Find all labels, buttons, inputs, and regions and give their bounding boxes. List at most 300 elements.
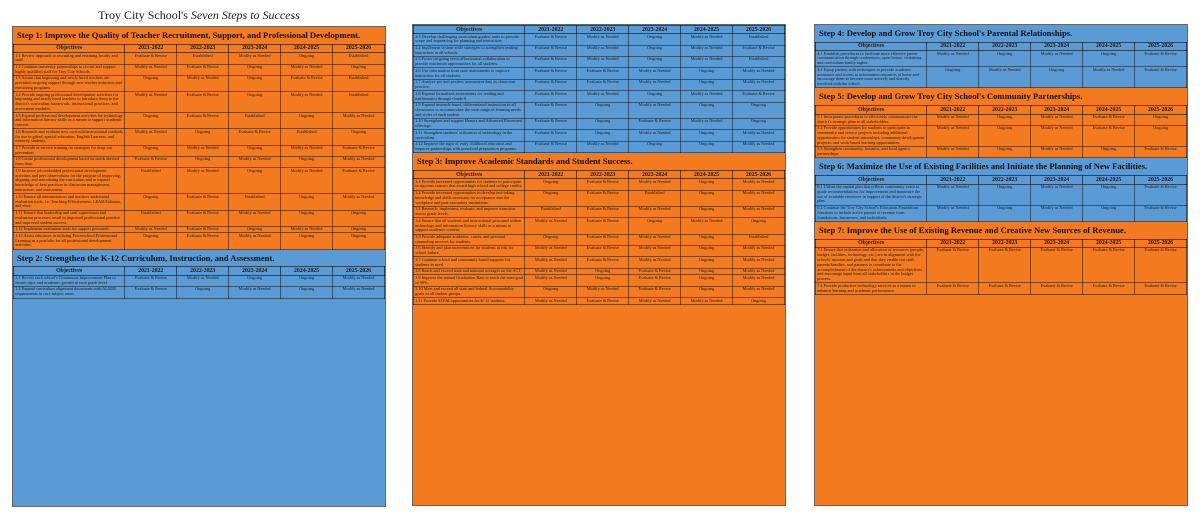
year-header-2025-2026: 2025-2026 (733, 171, 785, 179)
status-cell: Evaluate & Revise (577, 245, 629, 256)
status-cell: Ongoing (681, 245, 733, 256)
status-cell: Modify as Needed (333, 287, 385, 298)
status-cell: Ongoing (281, 157, 333, 168)
table-row (14, 145, 385, 156)
table-row (816, 184, 1187, 205)
table-row (414, 206, 785, 217)
table-row (14, 168, 385, 194)
status-cell: Evaluate & Revise (577, 79, 629, 90)
status-cell: Modify as Needed (125, 226, 177, 233)
status-cell: Ongoing (229, 168, 281, 194)
step-3-heading: Step 3: Improve Academic Standards and Student Success. (417, 156, 633, 167)
year-header-2022-2023: 2022-2023 (177, 44, 229, 52)
objective-cell: 3.3 Research, implement, evaluate, and improve transition across grade levels. (414, 206, 525, 217)
status-cell: Modify as Needed (281, 64, 333, 75)
status-cell: Evaluate & Revise (525, 141, 577, 152)
status-cell: Evaluate & Revise (577, 206, 629, 217)
objective-cell: 2.3 Develop challenging curriculum guides/ units to provide scope and sequencing for planning and instruction. (414, 34, 525, 45)
objective-cell: 2.5 Foster on-going vertical/horizontal collaboration to provide maximum opportunities for all students. (414, 57, 525, 68)
year-header-2022-2023: 2022-2023 (177, 267, 229, 275)
status-cell: Modify as Needed (927, 205, 979, 221)
status-cell: Ongoing (733, 298, 785, 305)
status-cell: Modify as Needed (333, 113, 385, 129)
status-cell: Ongoing (979, 114, 1031, 125)
status-cell: Modify as Needed (733, 286, 785, 297)
objective-cell: 3.4 Ensure that all students and instructional personnel utilize technology and information literacy skills as a means to support academic content. (414, 218, 525, 234)
status-cell: Ongoing (577, 275, 629, 286)
status-cell: Ongoing (681, 141, 733, 152)
status-cell: Ongoing (577, 268, 629, 275)
status-cell: Modify as Needed (1031, 184, 1083, 205)
status-cell: Evaluate & Revise (577, 179, 629, 190)
status-cell: Evaluate & Revise (1031, 283, 1083, 294)
objective-cell: 3.5 Provide adequate academic, career, and personal counseling services for students. (414, 234, 525, 245)
objective-cell: 2.12 Improve the rigor of early childhood education and improve partnerships with preschool preparation programs. (414, 141, 525, 152)
table-row (14, 226, 385, 233)
year-header-2024-2025: 2024-2025 (681, 26, 733, 34)
header-row (816, 239, 1187, 247)
status-cell: Evaluate & Revise (525, 68, 577, 79)
status-cell: Ongoing (733, 218, 785, 234)
year-header-2024-2025: 2024-2025 (1083, 239, 1135, 247)
status-cell: Modify as Needed (525, 257, 577, 268)
table-row (14, 210, 385, 226)
objective-cell: 2.7 Analyze pre and posttest assessment data as classroom practice. (414, 79, 525, 90)
status-cell: Evaluate & Revise (577, 298, 629, 305)
status-cell: Established (333, 53, 385, 64)
status-cell: Modify as Needed (177, 145, 229, 156)
status-cell: Ongoing (1135, 114, 1187, 125)
status-cell: Evaluate & Revise (525, 34, 577, 45)
status-cell: Evaluate & Revise (1083, 283, 1135, 294)
step-2-section (13, 250, 385, 299)
year-header-2024-2025: 2024-2025 (281, 267, 333, 275)
status-cell: Ongoing (229, 275, 281, 286)
table-row (14, 75, 385, 91)
status-cell: Ongoing (927, 67, 979, 88)
table-row (414, 68, 785, 79)
status-cell: Ongoing (125, 233, 177, 249)
header-row (414, 171, 785, 179)
objective-cell: 1.1 Review approach to recruiting and retaining faculty and staff. (14, 53, 125, 64)
status-cell: Modify as Needed (733, 206, 785, 217)
objective-cell: 2.9 Expand research-based, differentiated instruction in all classrooms to accommodate the wide range of learning needs and styles of each student. (414, 102, 525, 118)
status-cell: Ongoing (1083, 146, 1135, 157)
objectives-header: Objectives (14, 267, 125, 275)
status-cell: Evaluate & Revise (125, 53, 177, 64)
status-cell: Evaluate & Revise (1135, 247, 1187, 282)
status-cell: Modify as Needed (733, 190, 785, 206)
status-cell: Modify as Needed (281, 226, 333, 233)
status-cell: Evaluate & Revise (577, 257, 629, 268)
status-cell: Evaluate & Revise (629, 275, 681, 286)
status-cell: Modify as Needed (333, 157, 385, 168)
status-cell: Established (229, 194, 281, 210)
status-cell: Modify as Needed (681, 218, 733, 234)
status-cell: Ongoing (229, 226, 281, 233)
status-cell: Ongoing (281, 275, 333, 286)
status-cell: Ongoing (629, 34, 681, 45)
year-header-2021-2022: 2021-2022 (525, 171, 577, 179)
objectives-header: Objectives (414, 171, 525, 179)
table-row (414, 298, 785, 305)
table-row (14, 113, 385, 129)
status-cell: Established (333, 92, 385, 113)
status-cell: Evaluate & Revise (525, 130, 577, 141)
year-header-2024-2025: 2024-2025 (1083, 176, 1135, 184)
status-cell: Ongoing (333, 64, 385, 75)
header-row (816, 176, 1187, 184)
year-header-2021-2022: 2021-2022 (927, 106, 979, 114)
status-cell: Ongoing (1083, 51, 1135, 67)
status-cell: Modify as Needed (681, 57, 733, 68)
status-cell: Evaluate & Revise (1135, 51, 1187, 67)
header-row (816, 42, 1187, 50)
status-cell: Established (333, 75, 385, 91)
status-cell: Modify as Needed (577, 57, 629, 68)
status-cell: Modify as Needed (733, 141, 785, 152)
year-header-2022-2023: 2022-2023 (577, 171, 629, 179)
status-cell: Evaluate & Revise (1083, 247, 1135, 282)
table-row (14, 157, 385, 168)
status-cell: Modify as Needed (177, 75, 229, 91)
status-cell: Ongoing (125, 75, 177, 91)
status-cell: Ongoing (681, 179, 733, 190)
status-cell: Evaluate & Revise (1031, 247, 1083, 282)
status-cell: Ongoing (229, 145, 281, 156)
objectives-header: Objectives (816, 239, 927, 247)
status-cell: Modify as Needed (281, 145, 333, 156)
status-cell: Ongoing (733, 102, 785, 118)
status-cell: Evaluate & Revise (733, 91, 785, 102)
step-5-heading: Step 5: Develop and Grow Troy City School's Community Partnerships. (819, 91, 1083, 102)
status-cell: Modify as Needed (577, 45, 629, 56)
step-1-table (13, 44, 385, 250)
status-cell: Modify as Needed (629, 68, 681, 79)
status-cell: Modify as Needed (229, 157, 281, 168)
status-cell: Modify as Needed (1031, 146, 1083, 157)
table-row (414, 218, 785, 234)
year-header-2022-2023: 2022-2023 (577, 26, 629, 34)
status-cell: Ongoing (681, 286, 733, 297)
status-cell: Modify as Needed (629, 79, 681, 90)
header-row (14, 44, 385, 52)
status-cell: Modify as Needed (681, 118, 733, 129)
step-4-table (815, 42, 1187, 89)
status-cell: Modify as Needed (125, 92, 177, 113)
status-cell: Evaluate & Revise (525, 45, 577, 56)
status-cell: Modify as Needed (577, 34, 629, 45)
year-header-2022-2023: 2022-2023 (979, 42, 1031, 50)
status-cell: Evaluate & Revise (125, 275, 177, 286)
status-cell: Modify as Needed (733, 245, 785, 256)
objective-cell: 2.2 Expand curriculum alignment documents with ALSDE requirements in core subject areas. (14, 287, 125, 298)
objective-cell: 1.8 Create professional development based on needs derived from data. (14, 157, 125, 168)
status-cell: Modify as Needed (577, 91, 629, 102)
status-cell: Evaluate & Revise (525, 102, 577, 118)
objective-cell: 2.4 Implement system-wide strategies to strengthen reading instruction in all schools. (414, 45, 525, 56)
status-cell: Evaluate & Revise (629, 286, 681, 297)
step-6-section (815, 158, 1187, 221)
status-cell: Ongoing (281, 113, 333, 129)
status-cell: Ongoing (281, 53, 333, 64)
status-cell: Modify as Needed (1031, 205, 1083, 221)
year-header-2023-2024: 2023-2024 (629, 171, 681, 179)
table-row (414, 34, 785, 45)
status-cell: Modify as Needed (979, 67, 1031, 88)
year-header-2023-2024: 2023-2024 (1031, 106, 1083, 114)
table-row (816, 283, 1187, 294)
year-header-2022-2023: 2022-2023 (979, 106, 1031, 114)
status-cell: Evaluate & Revise (629, 268, 681, 275)
status-cell: Ongoing (229, 64, 281, 75)
status-cell: Evaluate & Revise (177, 226, 229, 233)
status-cell: Modify as Needed (629, 245, 681, 256)
status-cell: Established (229, 113, 281, 129)
status-cell: Ongoing (979, 146, 1031, 157)
status-cell: Modify as Needed (229, 233, 281, 249)
year-header-2021-2022: 2021-2022 (927, 176, 979, 184)
header-row (14, 267, 385, 275)
objective-cell: 2.10 Strengthen and support Honors and Advanced Placement offerings. (414, 118, 525, 129)
objective-cell: 1.12 Implement evaluation tools for support personnel. (14, 226, 125, 233)
status-cell: Evaluate & Revise (525, 57, 577, 68)
objective-cell: 1.6 Research and evaluate new curricula/instructional methods for use in gifted, special education, English Learners, and minority students. (15, 128, 123, 144)
objective-cell: 1.4 Provide ongoing professional development activities for beginning and newly hired teachers to introduce them to the district's curriculum framework, instructional practices, and assessment modules. (14, 92, 125, 113)
step-1-heading: Step 1: Improve the Quality of Teacher Recruitment, Support, and Professional Development. (17, 30, 361, 40)
year-header-2021-2022: 2021-2022 (525, 26, 577, 34)
table-row (816, 146, 1187, 157)
status-cell: Ongoing (125, 145, 177, 156)
step-7-section (815, 222, 1187, 295)
table-row (414, 275, 785, 286)
status-cell: Ongoing (681, 275, 733, 286)
status-cell: Modify as Needed (733, 257, 785, 268)
status-cell: Modify as Needed (525, 298, 577, 305)
objective-cell: 3.8 Reach and exceed state and national averages on the ACT. (414, 268, 525, 275)
status-cell: Evaluate & Revise (177, 113, 229, 129)
step-2-heading: Step 2: Strengthen the K-12 Curriculum, Instruction, and Assessment. (17, 252, 275, 263)
status-cell: Ongoing (681, 190, 733, 206)
status-cell: Modify as Needed (733, 130, 785, 141)
status-cell: Ongoing (681, 268, 733, 275)
status-cell: Ongoing (577, 130, 629, 141)
year-header-2023-2024: 2023-2024 (1031, 42, 1083, 50)
status-cell: Evaluate & Revise (177, 194, 229, 210)
status-cell: Modify as Needed (733, 68, 785, 79)
table-row (816, 125, 1187, 146)
objective-cell: 2.11 Strengthen students' utilization of technology in the curriculum. (414, 130, 525, 141)
status-cell: Ongoing (1135, 125, 1187, 146)
status-cell: Modify as Needed (177, 275, 229, 286)
status-cell: Ongoing (177, 287, 229, 298)
status-cell: Evaluate & Revise (1135, 67, 1187, 88)
step-5-section (815, 88, 1187, 158)
year-header-2025-2026: 2025-2026 (1135, 42, 1187, 50)
objective-cell: 3.7 Continue school and community based supports for students in need. (414, 257, 525, 268)
objective-cell: 3.1 Provide increased opportunities for students to participate in rigorous courses that award high school and college credits. (414, 179, 525, 190)
status-cell: Ongoing (333, 233, 385, 249)
status-cell: Evaluate & Revise (577, 234, 629, 245)
status-cell: Evaluate & Revise (577, 190, 629, 206)
table-row (14, 233, 385, 249)
status-cell: Evaluate & Revise (1135, 184, 1187, 205)
status-cell: Evaluate & Revise (525, 91, 577, 102)
step-3-section (413, 153, 785, 305)
table-row (14, 53, 385, 64)
step-1-section (13, 27, 385, 250)
status-cell: Ongoing (125, 194, 177, 210)
status-cell: Ongoing (177, 129, 229, 145)
objectives-header: Objectives (414, 26, 525, 34)
status-cell: Ongoing (979, 205, 1031, 221)
step-2-section (413, 25, 785, 153)
objective-cell: 2.6 Use information from state assessments to improve instruction for all students. (414, 68, 525, 79)
objectives-header: Objectives (816, 176, 927, 184)
year-header-2025-2026: 2025-2026 (333, 267, 385, 275)
status-cell: Evaluate & Revise (979, 247, 1031, 282)
status-cell: Evaluate & Revise (1135, 146, 1187, 157)
objective-cell: 4.1 Establish procedures to facilitate more effective parent communication through conferences, open house, visitations, and curriculum/family nights. (816, 51, 927, 67)
status-cell: Established (525, 206, 577, 217)
objective-cell: 1.11 Ensure that leadership and staff supervision and evaluation processes result in improved professional practice and improved student success. (14, 210, 125, 226)
status-cell: Established (125, 168, 177, 194)
table-row (414, 79, 785, 90)
status-cell: Evaluate & Revise (281, 75, 333, 91)
page-title-prefix: Troy City School's (98, 8, 191, 22)
table-row (414, 45, 785, 56)
status-cell: Modify as Needed (629, 257, 681, 268)
status-cell: Ongoing (525, 286, 577, 297)
year-header-2024-2025: 2024-2025 (281, 44, 333, 52)
year-header-2021-2022: 2021-2022 (927, 42, 979, 50)
status-cell: Evaluate & Revise (1135, 205, 1187, 221)
status-cell: Ongoing (681, 102, 733, 118)
year-header-2023-2024: 2023-2024 (629, 26, 681, 34)
status-cell: Modify as Needed (177, 168, 229, 194)
year-header-2024-2025: 2024-2025 (681, 171, 733, 179)
table-row (14, 287, 385, 298)
header-row (816, 106, 1187, 114)
status-cell: Modify as Needed (577, 141, 629, 152)
status-cell: Ongoing (681, 257, 733, 268)
status-cell: Established (733, 234, 785, 245)
status-cell: Ongoing (629, 141, 681, 152)
status-cell: Modify as Needed (229, 53, 281, 64)
table-row (414, 190, 785, 206)
step-6-heading: Step 6: Maximize the Use of Existing Facilities and Initiate the Planning of New Facilities. (819, 161, 1148, 172)
status-cell: Modify as Needed (525, 275, 577, 286)
table-row (816, 205, 1187, 221)
plan-panel-2 (412, 24, 786, 506)
status-cell: Modify as Needed (681, 298, 733, 305)
step-4-heading: Step 4: Develop and Grow Troy City School's Parental Relationships. (819, 28, 1073, 38)
objective-cell: 4.2 Equip parents with techniques to provide academic assistance and access to information resources at home and encourage them to become more actively and directly involved with the school. (816, 67, 927, 88)
objectives-header: Objectives (816, 42, 927, 50)
status-cell: Evaluate & Revise (229, 129, 281, 145)
status-cell: Evaluate & Revise (1083, 125, 1135, 146)
status-cell: Modify as Needed (333, 194, 385, 210)
status-cell: Evaluate & Revise (125, 157, 177, 168)
status-cell: Modify as Needed (733, 79, 785, 90)
status-cell: Ongoing (577, 102, 629, 118)
status-cell: Evaluate & Revise (577, 218, 629, 234)
status-cell: Modify as Needed (229, 210, 281, 226)
table-row (414, 179, 785, 190)
status-cell: Modify as Needed (681, 91, 733, 102)
objective-cell: 6.1 Utilize the capital plan that reflects community voice to guide recommendations for improvement and maximize the use of available resources in support of the district's strategic plan. (816, 184, 927, 205)
objective-cell: 3.6 Identify and plan interventions for students at risk for school failure. (414, 245, 525, 256)
status-cell: Ongoing (629, 45, 681, 56)
status-cell: Modify as Needed (525, 245, 577, 256)
objective-cell: 1.5 Expand professional development activities for technology and information literacy skills as a means to support academic content. (15, 112, 123, 128)
table-row (14, 129, 385, 145)
status-cell: Evaluate & Revise (125, 287, 177, 298)
status-cell: Ongoing (681, 130, 733, 141)
status-cell: Evaluate & Revise (733, 45, 785, 56)
status-cell: Modify as Needed (927, 51, 979, 67)
objective-cell: 7.1 Ensure that utilization and allocation of resources (people, budget, facilities, technology, etc.) are in alignment with the schools' mission and goals and that they enable our staff, parents/families, and partners to contribute to the accomplishment of the district's achievements and objectives and encourage input from all stakeholders in the budget process. (816, 247, 927, 282)
table-row (414, 91, 785, 102)
status-cell: Ongoing (525, 190, 577, 206)
year-header-2025-2026: 2025-2026 (1135, 239, 1187, 247)
plan-panel-3 (814, 24, 1188, 506)
status-cell: Evaluate & Revise (629, 118, 681, 129)
status-cell: Modify as Needed (733, 268, 785, 275)
status-cell: Ongoing (681, 79, 733, 90)
table-row (14, 275, 385, 286)
objective-cell: 2.1 Revisit each school's Continuous Improvement Plan to ensure rigor and academic growth at each grade level. (14, 275, 125, 286)
page-title (14, 8, 384, 23)
status-cell: Ongoing (281, 210, 333, 226)
status-cell: Evaluate & Revise (577, 68, 629, 79)
status-cell: Modify as Needed (1031, 51, 1083, 67)
status-cell: Ongoing (577, 118, 629, 129)
year-header-2021-2022: 2021-2022 (125, 267, 177, 275)
table-row (14, 92, 385, 113)
objective-cell: 6.2 Continue the Troy City School's Education Foundation functions to include active pursuit of revenue from foundations, businesses, and individuals. (816, 205, 927, 221)
status-cell: Ongoing (733, 118, 785, 129)
step-3-table (413, 170, 785, 305)
table-row (414, 118, 785, 129)
year-header-2023-2024: 2023-2024 (1031, 239, 1083, 247)
status-cell: Modify as Needed (1083, 67, 1135, 88)
status-cell: Modify as Needed (629, 102, 681, 118)
objective-cell: 1.13 Assist educators in utilizing Powerschool Professional Learning as a portfolio for all professional development activities. (14, 233, 125, 249)
table-row (414, 102, 785, 118)
status-cell: Modify as Needed (629, 234, 681, 245)
header-row (414, 26, 785, 34)
status-cell: Evaluate & Revise (333, 168, 385, 194)
status-cell: Modify as Needed (927, 184, 979, 205)
status-cell: Modify as Needed (927, 125, 979, 146)
status-cell: Modify as Needed (629, 130, 681, 141)
status-cell: Ongoing (979, 125, 1031, 146)
table-row (414, 234, 785, 245)
table-row (816, 114, 1187, 125)
year-header-2021-2022: 2021-2022 (927, 239, 979, 247)
step-4-section (815, 25, 1187, 88)
step-7-table (815, 239, 1187, 295)
objectives-header: Objectives (816, 106, 927, 114)
status-cell: Ongoing (979, 184, 1031, 205)
objective-cell: 3.2 Provide increased opportunities to develop test-taking knowledge and skills necessary for acceptance into the workplace and post-secondary institutions. (414, 190, 525, 206)
objective-cell: 3.10 Meet and exceed all state and federal Accountability goals in all student groups. (414, 286, 525, 297)
status-cell: Modify as Needed (1031, 114, 1083, 125)
year-header-2025-2026: 2025-2026 (333, 44, 385, 52)
table-row (816, 51, 1187, 67)
status-cell: Evaluate & Revise (525, 79, 577, 90)
